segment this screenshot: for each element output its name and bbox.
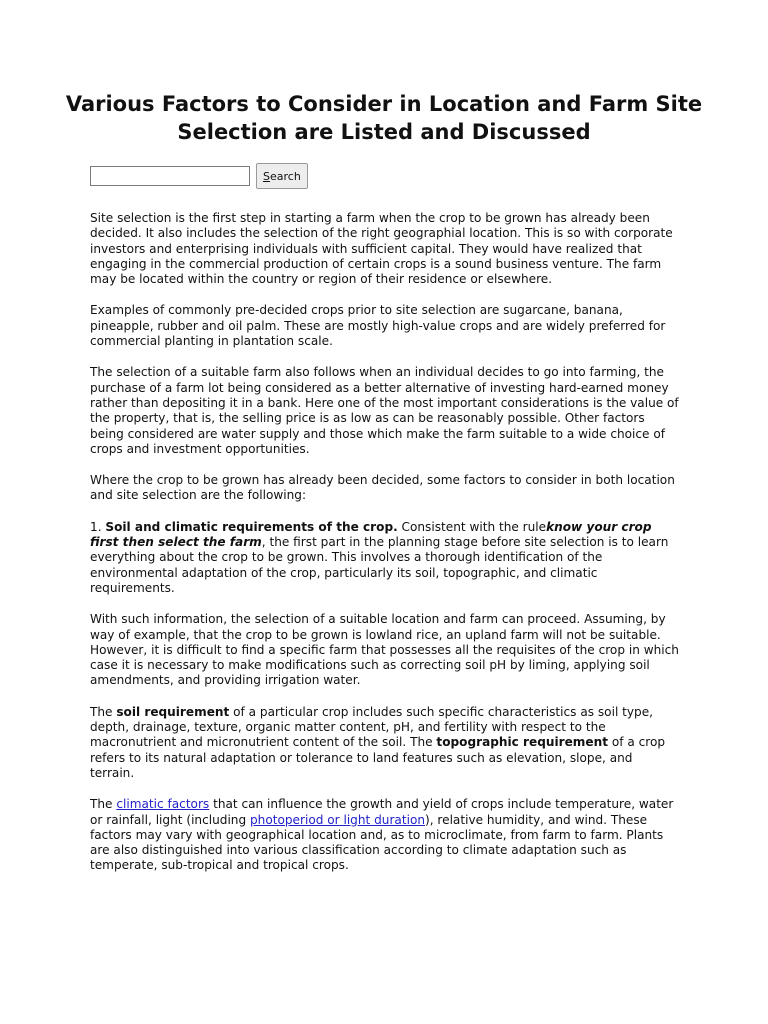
term-soil-requirement: soil requirement — [116, 704, 230, 719]
climatic-text-continued: ), relative humidity, and wind. These factors may vary with geographical location and, as to microclimate, from farm to farm. Plants are also distinguished into various classification according to climate adaptation such as temperate, sub-tropical and tropical crops. — [90, 812, 664, 873]
topographic-text: of a crop refers to its natural adaptation or tolerance to land features such as elevation, slope, and terrain. — [90, 735, 666, 780]
soil-text-lead: The — [90, 704, 117, 719]
article-body — [90, 211, 680, 890]
climatic-factors-link[interactable]: climatic factors — [116, 797, 210, 812]
page-title: Various Factors to Consider in Location and Farm Site Selection are Listed and Discussed — [65, 92, 703, 144]
search-button-label: earch — [269, 169, 301, 183]
factor-heading: Soil and climatic requirements of the crop. — [105, 519, 398, 534]
factor-number: 1. — [90, 519, 106, 534]
search-button-access-key: S — [263, 169, 270, 183]
soil-text: of a particular crop includes such specific characteristics as soil type, depth, drainage, texture, organic matter content, pH, and fertility with respect to the macronutrient and micronutrient content of the soil. The — [90, 704, 654, 750]
search-bar — [90, 163, 308, 189]
search-button[interactable] — [256, 163, 308, 189]
paragraph-farm-purchase: The selection of a suitable farm also follows when an individual decides to go into farming, the purchase of a farm lot being considered as a better alternative of investing hard-earned money rather than depositing it in a bank. Here one of the most important considerations is the value of the property, that is, the selling price is as low as can be reasonably possible. Other factors being considered are water supply and those which make the farm suitable to a wide choice of crops and investment opportunities. — [90, 365, 679, 456]
climatic-text-lead: The — [90, 797, 117, 812]
paragraph-pre-decided-crops: Examples of commonly pre-decided crops prior to site selection are sugarcane, banana, pineapple, rubber and oil palm. These are mostly high-value crops and are widely preferred for commercial planting in plantation scale. — [90, 303, 666, 349]
paragraph-factors-intro: Where the crop to be grown has already been decided, some factors to consider in both location and site selection are the following: — [90, 473, 675, 503]
paragraph-suitable-location: With such information, the selection of a suitable location and farm can proceed. Assuming, by way of example, that the crop to be grown is lowland rice, an upland farm will not be suitable. However, it is difficult to find a specific farm that possesses all the requisites of the crop in which case it is necessary to make modifications such as correcting soil pH by liming, applying soil amendments, and providing irrigation water. — [90, 612, 679, 688]
rule-emphasis: know your crop first then select the farm — [90, 519, 652, 550]
paragraph-factor-1 — [90, 520, 680, 596]
paragraph-soil-topographic — [90, 705, 680, 781]
climatic-text: that can influence the growth and yield of crops include temperature, water or rainfall, light (including — [90, 797, 674, 827]
photoperiod-link[interactable]: photoperiod or light duration — [250, 812, 426, 827]
paragraph-site-selection-intro: Site selection is the first step in starting a farm when the crop to be grown has already been decided. It also includes the selection of the right geographial location. This is so with corporate investors and enterprising individuals with sufficient capital. They would have realized that engaging in the commercial production of certain crops is a sound business venture. The farm may be located within the country or region of their residence or elsewhere. — [90, 211, 673, 287]
search-input[interactable] — [90, 166, 250, 186]
factor-text: Consistent with the rule — [397, 519, 547, 534]
factor-text-continued: , the first part in the planning stage before site selection is to learn everything about the crop to be grown. This involves a thorough identification of the environmental adaptation of the crop, particularly its soil, topographic, and climatic requirements. — [90, 535, 669, 595]
term-topographic-requirement: topographic requirement — [436, 735, 608, 750]
paragraph-climatic-factors — [90, 797, 680, 873]
